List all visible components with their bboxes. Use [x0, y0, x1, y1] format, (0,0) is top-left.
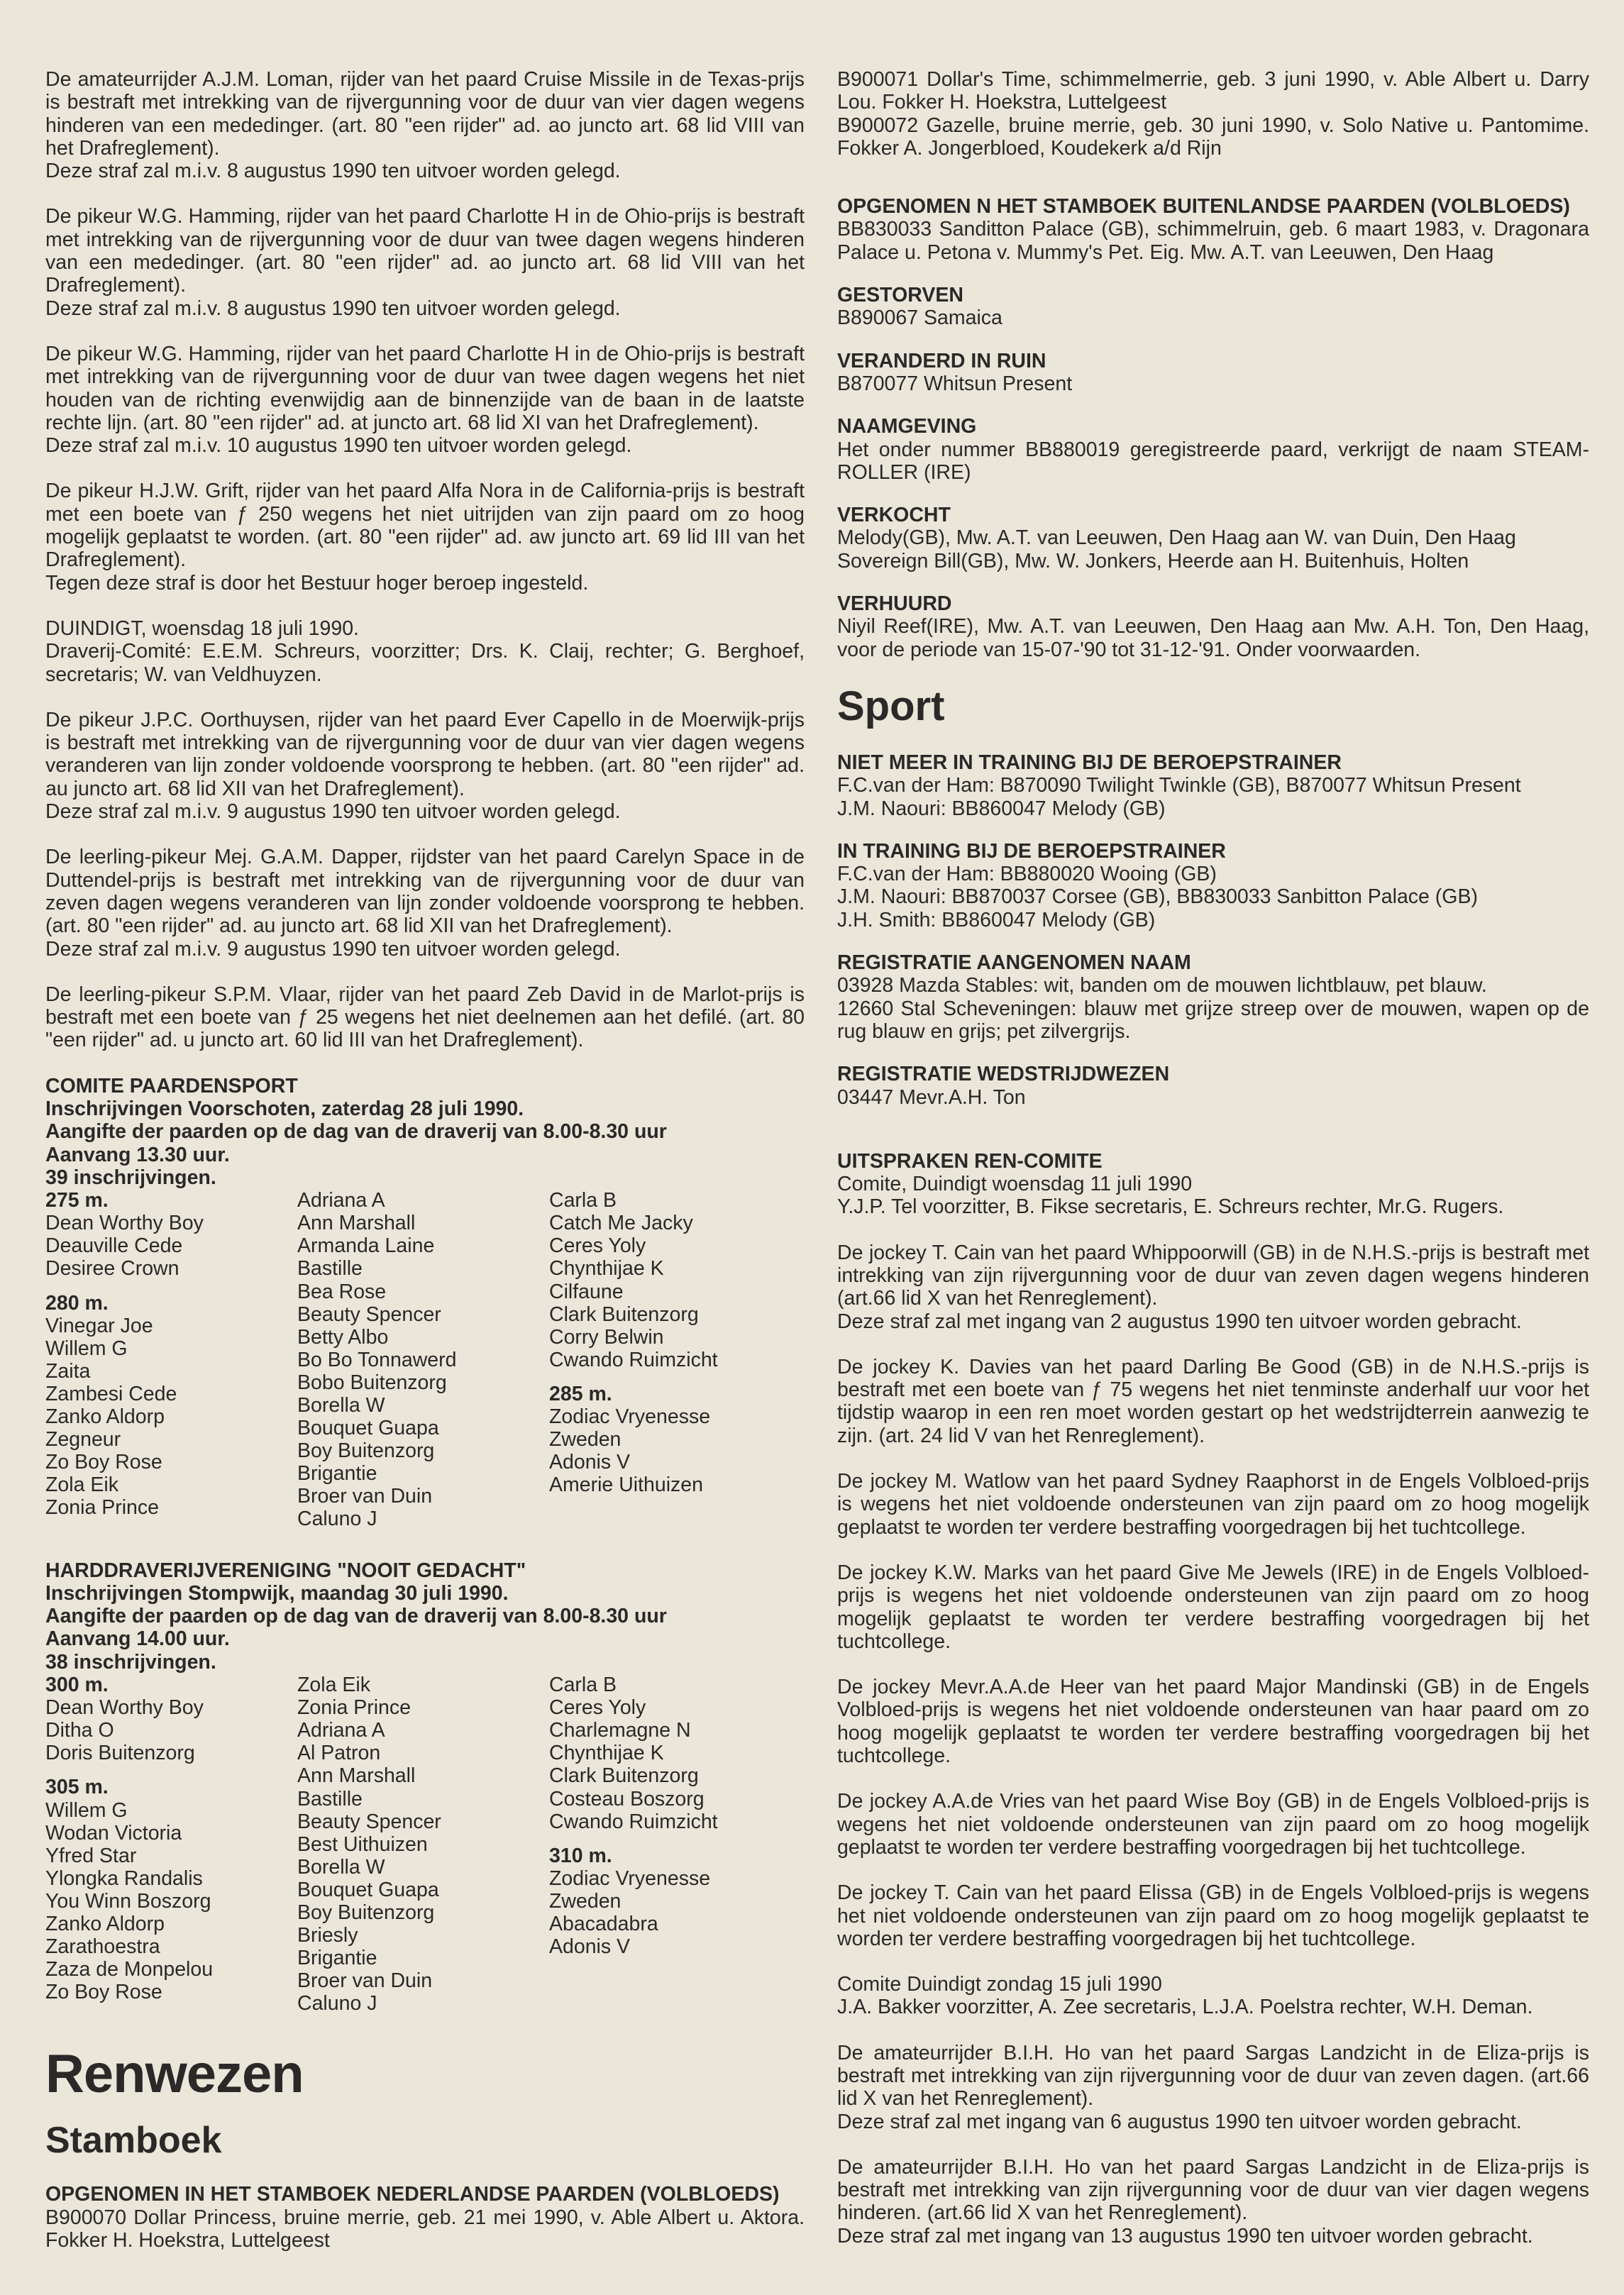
section-text: Het onder nummer BB880019 geregistreerde paard, verkrijgt de naam STEAM-ROLLER (IRE) — [837, 438, 1589, 484]
section-text: 03447 Mevr.A.H. Ton — [837, 1085, 1026, 1109]
race2-line: Inschrijvingen Stompwijk, maandag 30 juli 1990. — [45, 1581, 509, 1605]
paragraph: De leerling-pikeur S.P.M. Vlaar, rijder van het paard Zeb David in de Marlot-prijs is bestraft met een boete van ƒ 25 wegens het niet deelnemen aan het defilé. (art. 80 "een rijder" ad. u juncto art. 60 lid III van het Drafreglement). — [45, 983, 805, 1052]
horse-entry: Bouquet Guapa — [297, 1417, 439, 1440]
horse-entry: Brigantie — [297, 1947, 377, 1970]
section-text: BB830033 Sanditton Palace (GB), schimmelruin, geb. 6 maart 1983, v. Dragonara Palace u. Petona v. Mummy's Pet. Eig. Mw. A.T. van Leeuwen, Den Haag — [837, 218, 1589, 264]
notice-section — [837, 195, 1589, 264]
race1-entry-columns — [45, 1189, 805, 1530]
horse-entry: Bastille — [297, 1787, 363, 1810]
horse-entry: Boy Buitenzorg — [297, 1439, 435, 1463]
race2-col2 — [297, 1674, 549, 2015]
horse-entry: Charlemagne N — [549, 1719, 691, 1742]
section-heading: VERHUURD — [837, 592, 952, 616]
horse-entry: You Winn Boszorg — [45, 1889, 211, 1913]
horse-entry: Cwando Ruimzicht — [549, 1348, 718, 1371]
horse-entry: Zweden — [549, 1428, 622, 1451]
horse-entry: Zweden — [549, 1889, 622, 1913]
horse-entry: Adriana A — [297, 1189, 385, 1212]
paragraph: De jockey M. Watlow van het paard Sydney Raaphorst in de Engels Volbloed-prijs is wegens het niet voldoende ondersteunen van zijn paard om zo hoog mogelijk geplaatst te worden ter verdere bestraffing voorgedragen bij het tuchtcollege. — [837, 1470, 1589, 1539]
horse-entry: Zola Eik — [297, 1674, 370, 1697]
race2-entry-columns — [45, 1674, 805, 2015]
paragraph: De amateurrijder A.J.M. Loman, rijder van het paard Cruise Missile in de Texas-prijs is bestraft met intrekking van de rijvergunning voor de duur van vier dagen wegens hinderen van een mededinger. (art. 80 "een rijder" ad. ao juncto art. 68 lid VIII van het Drafreglement). Deze straf zal m.i.v. 8 augustus 1990 ten uitvoer worden gelegd. — [45, 68, 805, 183]
notice-section — [837, 751, 1589, 820]
horse-entry: Bastille — [297, 1257, 363, 1281]
section-heading: NAAMGEVING — [837, 415, 977, 438]
horse-entry: Beauty Spencer — [297, 1303, 441, 1326]
section-text: F.C.van der Ham: B870090 Twilight Twinkle (GB), B870077 Whitsun Present J.M. Naouri: BB860047 Melody (GB) — [837, 774, 1521, 820]
horse-entry: Carla B — [549, 1189, 617, 1212]
horse-entry: Ylongka Randalis — [45, 1867, 203, 1890]
paragraph: De jockey T. Cain van het paard Elissa (GB) in de Engels Volbloed-prijs is wegens het niet voldoende ondersteunen van zijn paard om zo hoog mogelijk geplaatst te worden ter verdere bestraffing voorgedragen bij het tuchtcollege. — [837, 1881, 1589, 1950]
horse-entry: Ann Marshall — [297, 1764, 416, 1788]
right-column — [837, 68, 1589, 2270]
section-text: 03928 Mazda Stables: wit, banden om de mouwen lichtblauw, pet blauw. 12660 Stal Scheveningen: blauw met grijze streep over de mouwen, wapen op de rug blauw en grijs; pet zilvergrijs. — [837, 974, 1589, 1043]
distance-label: 305 m. — [45, 1776, 109, 1799]
distance-label: 285 m. — [549, 1382, 612, 1405]
section-heading: NIET MEER IN TRAINING BIJ DE BEROEPSTRAINER — [837, 751, 1342, 774]
race-entries-stompwijk — [45, 1559, 805, 2015]
horse-entry: Ceres Yoly — [549, 1696, 646, 1720]
section-text: Niyil Reef(IRE), Mw. A.T. van Leeuwen, Den Haag aan Mw. A.H. Ton, Den Haag, voor de periode van 15-07-'90 tot 31-12-'91. Onder voorwaarden. — [837, 615, 1589, 661]
horse-entry — [549, 1833, 801, 1845]
horse-entry: Amerie Uithuizen — [549, 1473, 704, 1497]
paragraph: De pikeur J.P.C. Oorthuysen, rijder van het paard Ever Capello in de Moerwijk-prijs is bestraft met intrekking van de rijvergunning voor de duur van vier dagen wegens veranderen van lijn zonder voldoende voorsprong te hebben. (art. 80 "een rijder" ad. au juncto art. 68 lid XII van het Drafreglement). Deze straf zal m.i.v. 9 augustus 1990 ten uitvoer worden gelegd. — [45, 708, 805, 824]
horse-entry: Zodiac Vryenesse — [549, 1867, 711, 1890]
left-paragraphs — [45, 68, 805, 1052]
renwezen-title: Renwezen — [45, 2044, 304, 2105]
horse-entry: Willem G — [45, 1337, 128, 1360]
distance-label: 310 m. — [549, 1844, 612, 1867]
notice-section — [837, 284, 1589, 330]
race1-col3 — [549, 1189, 801, 1530]
horse-entry: Borella W — [297, 1855, 385, 1879]
horse-entry: Adriana A — [297, 1719, 385, 1742]
section-text: B870077 Whitsun Present — [837, 372, 1073, 395]
horse-entry: Zo Boy Rose — [45, 1451, 162, 1474]
stamboek-heading: OPGENOMEN IN HET STAMBOEK NEDERLANDSE PAARDEN (VOLBLOEDS) — [45, 2183, 780, 2206]
uitspraken-subheading: Comite, Duindigt woensdag 11 juli 1990 Y.J.P. Tel voorzitter, B. Fikse secretaris, E. Schreurs rechter, Mr.G. Rugers. — [837, 1173, 1504, 1219]
horse-entry: Zola Eik — [45, 1473, 118, 1497]
race2-line: Aangifte der paarden op de dag van de draverij van 8.00-8.30 uur — [45, 1605, 667, 1628]
horse-entry: Caluno J — [297, 1508, 377, 1531]
section-heading: REGISTRATIE AANGENOMEN NAAM — [837, 951, 1191, 975]
horse-entry: Doris Buitenzorg — [45, 1742, 195, 1765]
horse-entry: Carla B — [549, 1674, 617, 1697]
paragraph: DUINDIGT, woensdag 18 juli 1990. Draverij-Comité: E.E.M. Schreurs, voorzitter; Drs. K. Claij, rechter; G. Berghoef, secretaris; W. van Veldhuyzen. — [45, 616, 805, 686]
horse-entry: Zegneur — [45, 1428, 121, 1451]
horse-entry: Chynthijae K — [549, 1257, 664, 1281]
stamboek-title: Stamboek — [45, 2120, 222, 2162]
section-heading: IN TRAINING BIJ DE BEROEPSTRAINER — [837, 839, 1226, 863]
horse-entry: Corry Belwin — [549, 1325, 664, 1349]
race1-title: COMITE PAARDENSPORT — [45, 1074, 298, 1097]
horse-entry: Adonis V — [549, 1935, 631, 1959]
notice-section — [837, 415, 1589, 484]
race2-line: 38 inschrijvingen. — [45, 1650, 216, 1674]
paragraph: De amateurrijder B.I.H. Ho van het paard Sargas Landzicht in de Eliza-prijs is bestraft met intrekking van zijn rijvergunning voor de duur van vier dagen wegens hinderen. (art.66 lid X van het Renreglement). Deze straf zal met ingang van 13 augustus 1990 ten uitvoer worden gebracht. — [837, 2155, 1589, 2247]
horse-entry: Willem G — [45, 1798, 128, 1822]
uitspraken-heading: UITSPRAKEN REN-COMITE — [837, 1149, 1103, 1173]
horse-entry: Clark Buitenzorg — [549, 1764, 699, 1788]
race2-col1 — [45, 1674, 297, 2015]
horse-entry: Desiree Crown — [45, 1257, 179, 1281]
notice-section — [837, 840, 1589, 931]
horse-entry: Yfred Star — [45, 1844, 137, 1867]
sport-title: Sport — [837, 682, 945, 729]
notice-section — [837, 1063, 1589, 1109]
horse-entry: Best Uithuizen — [297, 1832, 428, 1856]
race1-col1 — [45, 1189, 297, 1530]
section-heading: OPGENOMEN N HET STAMBOEK BUITENLANDSE PAARDEN (VOLBLOEDS) — [837, 195, 1570, 219]
horse-entry — [549, 1371, 801, 1383]
horse-entry: Clark Buitenzorg — [549, 1303, 699, 1326]
race1-line: Aangifte der paarden op de dag van de draverij van 8.00-8.30 uur — [45, 1120, 667, 1144]
horse-entry: Cwando Ruimzicht — [549, 1810, 718, 1833]
horse-entry: Ditha O — [45, 1719, 114, 1742]
horse-entry: Bea Rose — [297, 1280, 387, 1303]
horse-entry: Zarathoestra — [45, 1935, 160, 1959]
horse-entry: Costeau Boszorg — [549, 1787, 705, 1810]
horse-entry: Caluno J — [297, 1992, 377, 2015]
race-entries-voorschoten — [45, 1075, 805, 1531]
horse-entry: Adonis V — [549, 1451, 631, 1474]
race2-line: Aanvang 14.00 uur. — [45, 1627, 230, 1651]
paragraph: De amateurrijder B.I.H. Ho van het paard Sargas Landzicht in de Eliza-prijs is bestraft met intrekking van zijn rijvergunning voor de duur van zeven dagen. (art.66 lid X van het Renreglement). Deze straf zal met ingang van 6 augustus 1990 ten uitvoer worden gebracht. — [837, 2041, 1589, 2133]
sport-sections — [837, 751, 1589, 1109]
horse-entry: Zaza de Monpelou — [45, 1958, 214, 1981]
horse-entry: Zaita — [45, 1359, 91, 1383]
horse-entry: Zo Boy Rose — [45, 1981, 162, 2004]
notice-section — [837, 350, 1589, 396]
horse-entry: Zanko Aldorp — [45, 1913, 165, 1935]
stamboek-continued: B900071 Dollar's Time, schimmelmerrie, geb. 3 juni 1990, v. Able Albert u. Darry Lou. Fokker H. Hoekstra, Luttelgeest B900072 Gazelle, bruine merrie, geb. 30 juni 1990, v. Solo Native u. Pantomime. Fokker A. Jongerbloed, Koudekerk a/d Rijn — [837, 68, 1589, 160]
stamboek-text: B900070 Dollar Princess, bruine merrie, geb. 21 mei 1990, v. Able Albert u. Aktora. Fokker H. Hoekstra, Luttelgeest — [45, 2206, 805, 2252]
horse-entry: Boy Buitenzorg — [297, 1901, 435, 1924]
horse-entry: Dean Worthy Boy — [45, 1696, 204, 1720]
horse-entry: Ceres Yoly — [549, 1234, 646, 1258]
horse-entry: Broer van Duin — [297, 1969, 433, 1993]
paragraph: De jockey K.W. Marks van het paard Give Me Jewels (IRE) in de Engels Volbloed-prijs is wegens het niet voldoende ondersteunen van zijn paard om zo hoog mogelijk geplaatst te worden ter verdere bestraffing voorgedragen bij het tuchtcollege. — [837, 1561, 1589, 1653]
horse-entry — [45, 1764, 297, 1776]
paragraph: De pikeur W.G. Hamming, rijder van het paard Charlotte H in de Ohio-prijs is bestraft met intrekking van de rijvergunning voor de duur van twee dagen wegens hinderen van een mededinger. (art. 80 "een rijder" ad. ao juncto art. 68 lid VIII van het Drafreglement). Deze straf zal m.i.v. 8 augustus 1990 ten uitvoer worden gelegd. — [45, 205, 805, 320]
race1-line: 39 inschrijvingen. — [45, 1166, 216, 1189]
right-sections — [837, 195, 1589, 661]
distance-label: 300 m. — [45, 1674, 109, 1697]
race2-col3 — [549, 1674, 801, 2015]
notice-section — [837, 504, 1589, 573]
horse-entry: Briesly — [297, 1924, 358, 1947]
horse-entry: Zambesi Cede — [45, 1382, 177, 1405]
section-heading: VERKOCHT — [837, 504, 951, 527]
horse-entry: Abacadabra — [549, 1913, 658, 1935]
horse-entry: Brigantie — [297, 1462, 377, 1486]
paragraph: De jockey T. Cain van het paard Whippoorwill (GB) in de N.H.S.-prijs is bestraft met intrekking van zijn rijvergunning voor de duur van zeven dagen wegens hinderen (art.66 lid X van het Renreglement). Deze straf zal met ingang van 2 augustus 1990 ten uitvoer worden gebracht. — [837, 1241, 1589, 1333]
horse-entry: Vinegar Joe — [45, 1314, 153, 1337]
paragraph: Comite Duindigt zondag 15 juli 1990 J.A. Bakker voorzitter, A. Zee secretaris, L.J.A. Poelstra rechter, W.H. Deman. — [837, 1973, 1533, 2019]
horse-entry: Cilfaune — [549, 1280, 624, 1303]
section-text: B890067 Samaica — [837, 306, 1002, 330]
left-column — [45, 68, 805, 2252]
horse-entry: Beauty Spencer — [297, 1810, 441, 1833]
horse-entry: Catch Me Jacky — [549, 1212, 693, 1235]
horse-entry: Zonia Prince — [297, 1696, 411, 1720]
section-heading: VERANDERD IN RUIN — [837, 349, 1046, 372]
notice-section — [837, 951, 1589, 1043]
horse-entry: Chynthijae K — [549, 1742, 664, 1765]
horse-entry: Dean Worthy Boy — [45, 1212, 204, 1235]
section-heading: REGISTRATIE WEDSTRIJDWEZEN — [837, 1063, 1170, 1086]
race1-line: Aanvang 13.30 uur. — [45, 1143, 230, 1166]
section-text: F.C.van der Ham: BB880020 Wooing (GB) J.M. Naouri: BB870037 Corsee (GB), BB830033 Sanbitton Palace (GB) J.H. Smith: BB860047 Melody (GB) — [837, 863, 1478, 931]
horse-entry: Zodiac Vryenesse — [549, 1405, 711, 1429]
paragraph: De jockey K. Davies van het paard Darling Be Good (GB) in de N.H.S.-prijs is bestraft met een boete van ƒ 75 wegens het niet tenminste anderhalf uur voor het tijdstip waarop in een ren moet worden gestart op het wedstrijdterrein aanwezig te zijn. (art. 24 lid V van het Renreglement). — [837, 1355, 1589, 1447]
horse-entry: Wodan Victoria — [45, 1821, 182, 1845]
paragraph: De jockey A.A.de Vries van het paard Wise Boy (GB) in de Engels Volbloed-prijs is wegens het niet voldoende ondersteunen van zijn paard om zo hoog mogelijk geplaatst te worden ter verdere bestraffing voorgedragen bij het tuchtcollege. — [837, 1790, 1589, 1859]
paragraph: De jockey Mevr.A.A.de Heer van het paard Major Mandinski (GB) in de Engels Volbloed-prijs is wegens het niet voldoende ondersteunen van haar paard om zo hoog mogelijk geplaatst te worden ter verdere bestraffing voorgedragen bij het tuchtcollege. — [837, 1676, 1589, 1768]
horse-entry: Deauville Cede — [45, 1234, 183, 1258]
race2-title: HARDDRAVERIJVERENIGING "NOOIT GEDACHT" — [45, 1559, 526, 1582]
horse-entry: Al Patron — [297, 1742, 381, 1765]
horse-entry: Zanko Aldorp — [45, 1405, 165, 1429]
horse-entry: Ann Marshall — [297, 1212, 416, 1235]
horse-entry: Zonia Prince — [45, 1496, 159, 1520]
race1-line: Inschrijvingen Voorschoten, zaterdag 28 juli 1990. — [45, 1097, 524, 1120]
notice-section — [837, 592, 1589, 661]
horse-entry: Borella W — [297, 1394, 385, 1417]
uitspraken-paragraphs — [837, 1241, 1589, 2247]
distance-label: 280 m. — [45, 1291, 109, 1315]
horse-entry: Bouquet Guapa — [297, 1878, 439, 1901]
horse-entry: Bo Bo Tonnawerd — [297, 1348, 457, 1371]
section-heading: GESTORVEN — [837, 284, 963, 307]
paragraph: De leerling-pikeur Mej. G.A.M. Dapper, rijdster van het paard Carelyn Space in de Duttendel-prijs is bestraft met intrekking van de rijvergunning voor de duur van zeven dagen wegens veranderen van lijn zonder voldoende voorsprong te hebben. (art. 80 "een rijder" ad. au juncto art. 68 lid XII van het Drafreglement). Deze straf zal m.i.v. 9 augustus 1990 ten uitvoer worden gelegd. — [45, 846, 805, 961]
horse-entry: Betty Albo — [297, 1325, 389, 1349]
horse-entry: Broer van Duin — [297, 1485, 433, 1508]
distance-label: 275 m. — [45, 1189, 109, 1212]
section-text: Melody(GB), Mw. A.T. van Leeuwen, Den Haag aan W. van Duin, Den Haag Sovereign Bill(GB), Mw. W. Jonkers, Heerde aan H. Buitenhuis, Holten — [837, 526, 1516, 573]
horse-entry: Armanda Laine — [297, 1234, 435, 1258]
paragraph: De pikeur H.J.W. Grift, rijder van het paard Alfa Nora in de California-prijs is bestraft met een boete van ƒ 250 wegens het niet uitrijden van zijn paard om zo hoog mogelijk geplaatst te worden. (art. 80 "een rijder" ad. aw juncto art. 69 lid III van het Drafreglement). Tegen deze straf is door het Bestuur hoger beroep ingesteld. — [45, 480, 805, 595]
race1-col2 — [297, 1189, 549, 1530]
horse-entry: Bobo Buitenzorg — [297, 1371, 447, 1394]
horse-entry — [45, 1281, 297, 1292]
paragraph: De pikeur W.G. Hamming, rijder van het paard Charlotte H in de Ohio-prijs is bestraft met intrekking van de rijvergunning voor de duur van twee dagen wegens het niet houden van de richting evenwijdig aan de binnenzijde van de baan in de laatste rechte lijn. (art. 80 "een rijder" ad. at juncto art. 68 lid XI van het Drafreglement). Deze straf zal m.i.v. 10 augustus 1990 ten uitvoer worden gelegd. — [45, 342, 805, 458]
